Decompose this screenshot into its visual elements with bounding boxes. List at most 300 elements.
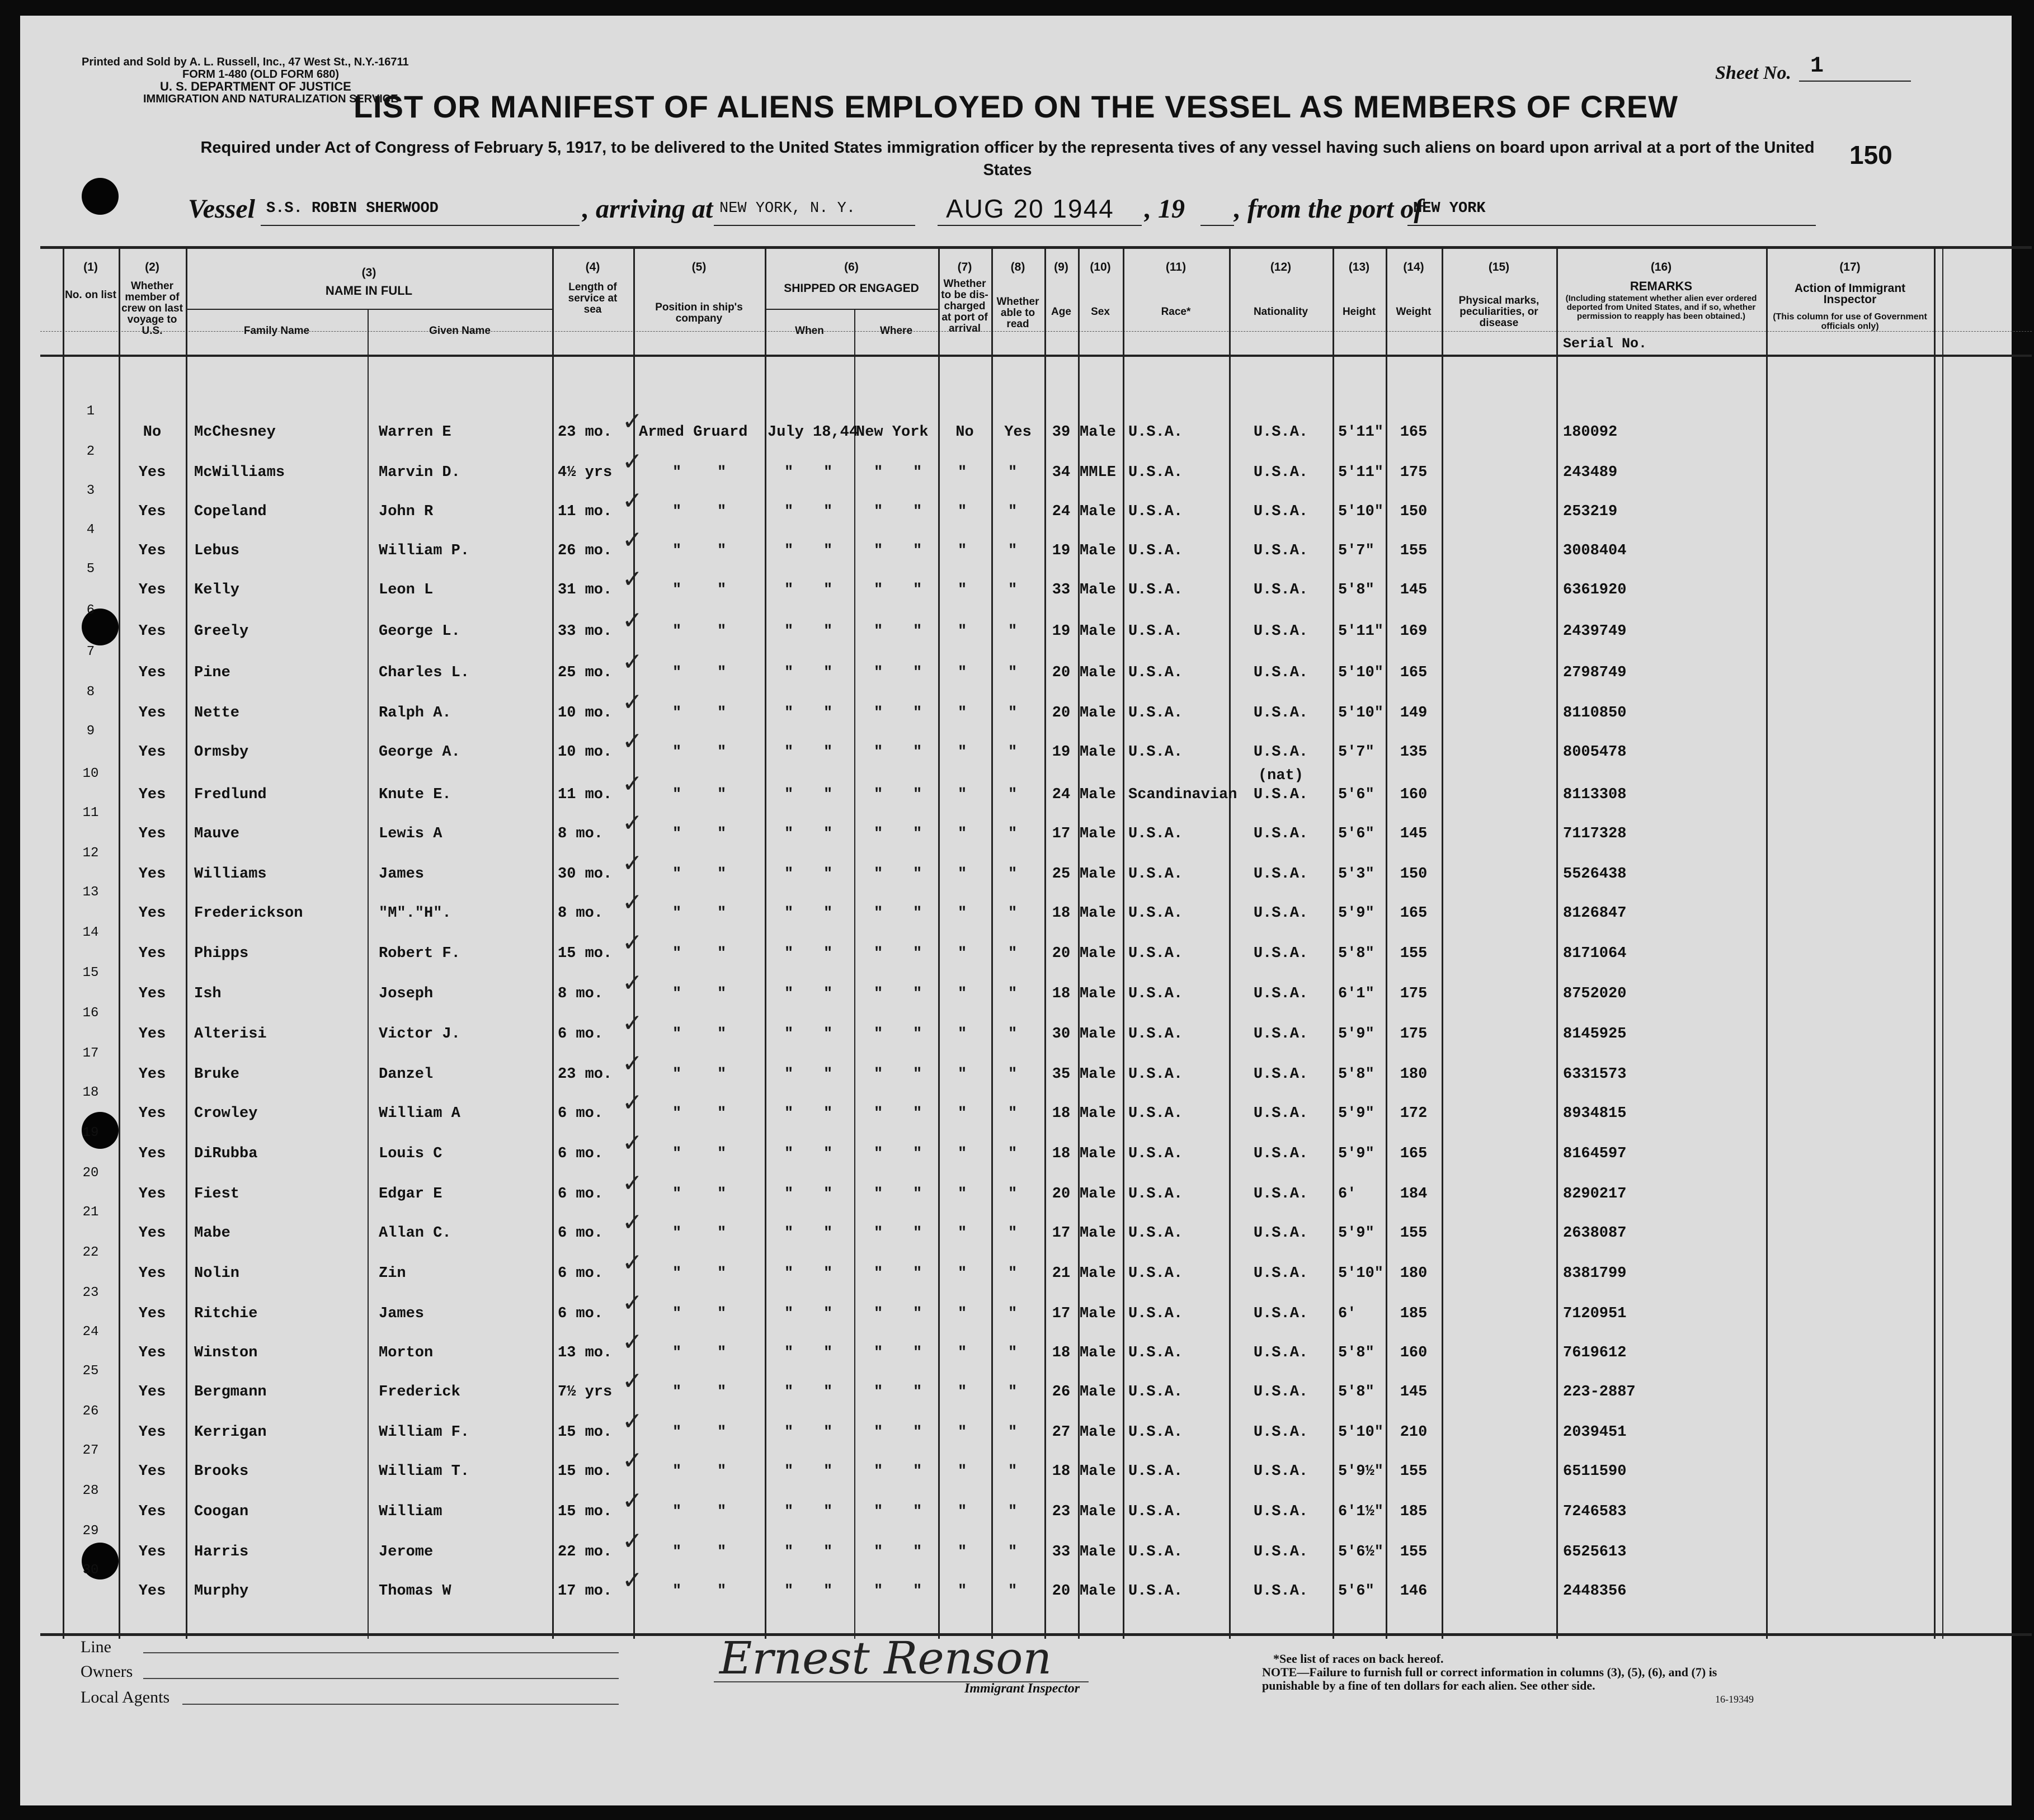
- where-ditto: ": [913, 1384, 922, 1401]
- nationality: U.S.A.: [1253, 1105, 1308, 1122]
- check-mark-icon: ✓: [622, 1289, 643, 1317]
- age: 18: [1052, 905, 1071, 922]
- serial-number: 7246583: [1563, 1503, 1627, 1520]
- column-rule: [938, 246, 940, 1639]
- sex: Male: [1080, 664, 1116, 681]
- crew-last-voyage: Yes: [138, 1424, 166, 1441]
- shipped-when: July 18,44: [768, 424, 859, 441]
- discharged-ditto: ": [958, 1026, 967, 1043]
- check-mark-icon: ✓: [622, 648, 643, 676]
- weight: 185: [1400, 1305, 1428, 1322]
- position-ditto: ": [717, 945, 727, 962]
- read-ditto: ": [1008, 1544, 1018, 1560]
- where-ditto: ": [874, 1345, 883, 1361]
- weight: 184: [1400, 1186, 1428, 1203]
- when-ditto: ": [823, 945, 833, 962]
- where-ditto: ": [913, 905, 922, 922]
- height: 5'8": [1338, 1066, 1374, 1083]
- crew-last-voyage: Yes: [138, 1544, 166, 1560]
- service-length: 13 mo.: [558, 1345, 613, 1361]
- check-mark-icon: ✓: [622, 1049, 643, 1078]
- height: 5'10": [1338, 1265, 1384, 1282]
- family-name: Fredlund: [194, 786, 267, 803]
- position-ditto: ": [672, 786, 682, 803]
- nationality: U.S.A.: [1253, 623, 1308, 640]
- age: 20: [1052, 705, 1071, 722]
- age: 39: [1052, 424, 1071, 441]
- when-ditto: ": [823, 464, 833, 481]
- race: U.S.A.: [1128, 826, 1183, 842]
- name-subheader-line: [186, 309, 552, 310]
- service-length: 6 mo.: [558, 1026, 604, 1043]
- sex: Male: [1080, 945, 1116, 962]
- row-number: 9: [86, 724, 95, 739]
- table-top-border: [40, 246, 2032, 249]
- height: 5'8": [1338, 1345, 1374, 1361]
- read-ditto: ": [1008, 1145, 1018, 1162]
- sex: Male: [1080, 582, 1116, 598]
- where-ditto: ": [913, 1424, 922, 1441]
- age: 19: [1052, 744, 1071, 761]
- given-name: Danzel: [379, 1066, 434, 1083]
- position-ditto: ": [717, 1305, 727, 1322]
- serial-number: 8290217: [1563, 1186, 1627, 1203]
- discharged-ditto: ": [958, 826, 967, 842]
- row-number: 22: [82, 1245, 99, 1260]
- family-name: Kelly: [194, 582, 240, 598]
- service-length: 6 mo.: [558, 1145, 604, 1162]
- given-name: William T.: [379, 1463, 470, 1480]
- when-ditto: ": [823, 623, 833, 640]
- race: U.S.A.: [1128, 1384, 1183, 1401]
- row-number: 24: [82, 1324, 99, 1340]
- discharged-ditto: ": [958, 744, 967, 761]
- age: 18: [1052, 986, 1071, 1002]
- check-mark-icon: ✓: [622, 1328, 643, 1356]
- position-ditto: ": [672, 1225, 682, 1242]
- height: 5'6": [1338, 826, 1374, 842]
- position-ditto: ": [672, 623, 682, 640]
- position-ditto: ": [717, 1145, 727, 1162]
- printer-line: Printed and Sold by A. L. Russell, Inc., 47 West St., N.Y.-16711: [82, 56, 409, 68]
- when-ditto: ": [823, 582, 833, 598]
- where-ditto: ": [913, 1186, 922, 1203]
- position-ditto: ": [717, 705, 727, 722]
- sex: Male: [1080, 1265, 1116, 1282]
- nationality: U.S.A.: [1253, 503, 1308, 520]
- race: U.S.A.: [1128, 1463, 1183, 1480]
- col-header-family: Family Name: [243, 325, 310, 337]
- discharged-ditto: ": [958, 1583, 967, 1600]
- where-ditto: ": [874, 1544, 883, 1560]
- read-ditto: ": [1008, 664, 1018, 681]
- col-number: (10): [1090, 261, 1111, 274]
- row-number: 4: [86, 522, 95, 537]
- where-ditto: ": [874, 664, 883, 681]
- when-ditto: ": [823, 1345, 833, 1361]
- family-name: Alterisi: [194, 1026, 267, 1043]
- weight: 135: [1400, 744, 1428, 761]
- height: 6'1½": [1338, 1503, 1384, 1520]
- family-name: Ritchie: [194, 1305, 258, 1322]
- race: U.S.A.: [1128, 866, 1183, 883]
- where-ditto: ": [913, 744, 922, 761]
- race: U.S.A.: [1128, 1345, 1183, 1361]
- crew-last-voyage: Yes: [138, 826, 166, 842]
- inspector-signature: Ernest Renson: [719, 1632, 1052, 1684]
- service-length: 23 mo.: [558, 424, 613, 441]
- weight: 160: [1400, 1345, 1428, 1361]
- race: U.S.A.: [1128, 1544, 1183, 1560]
- read-ditto: ": [1008, 826, 1018, 842]
- department: U. S. DEPARTMENT OF JUSTICE: [160, 79, 351, 93]
- position-ditto: ": [717, 1583, 727, 1600]
- race: U.S.A.: [1128, 424, 1183, 441]
- column-rule: [765, 246, 766, 1639]
- given-name: James: [379, 866, 425, 883]
- check-mark-icon: ✓: [622, 928, 643, 957]
- service-length: 26 mo.: [558, 543, 613, 559]
- read-ditto: ": [1008, 543, 1018, 559]
- age: 18: [1052, 1345, 1071, 1361]
- row-number: 10: [82, 766, 99, 781]
- when-ditto: ": [784, 945, 794, 962]
- serial-header: Serial No.: [1563, 336, 1647, 352]
- position-ditto: ": [717, 1384, 727, 1401]
- position-ditto: ": [672, 945, 682, 962]
- position-ditto: ": [717, 1345, 727, 1361]
- service-length: 6 mo.: [558, 1225, 604, 1242]
- weight: 155: [1400, 543, 1428, 559]
- age: 25: [1052, 866, 1071, 883]
- vessel-name: S.S. ROBIN SHERWOOD: [266, 200, 439, 217]
- family-name: Pine: [194, 664, 230, 681]
- crew-last-voyage: Yes: [138, 1583, 166, 1600]
- position-ditto: ": [672, 1583, 682, 1600]
- when-ditto: ": [823, 1424, 833, 1441]
- height: 5'11": [1338, 424, 1384, 441]
- position-ditto: ": [717, 786, 727, 803]
- serial-number: 8164597: [1563, 1145, 1627, 1162]
- family-name: Bruke: [194, 1066, 240, 1083]
- sex: Male: [1080, 1026, 1116, 1043]
- age: 21: [1052, 1265, 1071, 1282]
- nationality: U.S.A.: [1253, 705, 1308, 722]
- check-mark-icon: ✓: [622, 447, 643, 476]
- row-number: 19: [82, 1125, 99, 1140]
- position-ditto: ": [717, 1503, 727, 1520]
- serial-number: 2439749: [1563, 623, 1627, 640]
- age: 20: [1052, 664, 1071, 681]
- crew-last-voyage: Yes: [138, 1225, 166, 1242]
- race: U.S.A.: [1128, 582, 1183, 598]
- age: 17: [1052, 826, 1071, 842]
- row-number: 6: [86, 603, 95, 618]
- nationality: U.S.A.: [1253, 582, 1308, 598]
- where-ditto: ": [874, 1186, 883, 1203]
- col-header-race: Race*: [1161, 306, 1191, 318]
- when-ditto: ": [823, 1186, 833, 1203]
- year-underline: [1200, 225, 1234, 226]
- position-ditto: ": [717, 1026, 727, 1043]
- service-length: 25 mo.: [558, 664, 613, 681]
- sex: Male: [1080, 1145, 1116, 1162]
- given-name: Charles L.: [379, 664, 470, 681]
- where-ditto: ": [913, 705, 922, 722]
- position-ditto: ": [672, 582, 682, 598]
- given-name: Marvin D.: [379, 464, 460, 481]
- age: 18: [1052, 1105, 1071, 1122]
- family-name: Fiest: [194, 1186, 240, 1203]
- discharged-ditto: ": [958, 786, 967, 803]
- given-name: Knute E.: [379, 786, 451, 803]
- race: U.S.A.: [1128, 1583, 1183, 1600]
- where-ditto: ": [913, 623, 922, 640]
- crew-last-voyage: Yes: [138, 1026, 166, 1043]
- nationality: U.S.A.: [1253, 1145, 1308, 1162]
- age: 20: [1052, 1186, 1071, 1203]
- position-ditto: ": [672, 826, 682, 842]
- where-ditto: ": [913, 786, 922, 803]
- family-name: Phipps: [194, 945, 249, 962]
- height: 5'6": [1338, 1583, 1374, 1600]
- age: 26: [1052, 1384, 1071, 1401]
- from-port-label: , from the port of: [1234, 194, 1423, 224]
- weight: 155: [1400, 1225, 1428, 1242]
- serial-number: 6331573: [1563, 1066, 1627, 1083]
- weight: 175: [1400, 464, 1428, 481]
- discharged-ditto: ": [958, 866, 967, 883]
- col-header-shipped: SHIPPED OR ENGAGED: [784, 282, 919, 295]
- where-ditto: ": [913, 1544, 922, 1560]
- naturalized-note: (nat): [1258, 767, 1303, 784]
- age: 27: [1052, 1424, 1071, 1441]
- read-ditto: ": [1008, 464, 1018, 481]
- position-ditto: ": [672, 1145, 682, 1162]
- nationality: U.S.A.: [1253, 1026, 1308, 1043]
- nationality: U.S.A.: [1253, 1186, 1308, 1203]
- check-mark-icon: ✓: [622, 565, 643, 593]
- where-ditto: ": [913, 1225, 922, 1242]
- where-ditto: ": [874, 1424, 883, 1441]
- where-ditto: ": [874, 786, 883, 803]
- position-ditto: ": [717, 1225, 727, 1242]
- row-number: 8: [86, 685, 95, 700]
- where-ditto: ": [913, 1583, 922, 1600]
- column-rule: [1123, 246, 1124, 1639]
- discharged-ditto: ": [958, 464, 967, 481]
- shipped-where: New York: [856, 424, 929, 441]
- position-ditto: ": [672, 1105, 682, 1122]
- row-number: 15: [82, 965, 99, 980]
- where-ditto: ": [913, 986, 922, 1002]
- where-ditto: ": [913, 1105, 922, 1122]
- age: 18: [1052, 1145, 1071, 1162]
- serial-number: 7120951: [1563, 1305, 1627, 1322]
- where-ditto: ": [874, 744, 883, 761]
- row-number: 13: [82, 885, 99, 900]
- check-mark-icon: ✓: [622, 1208, 643, 1237]
- vessel-label: Vessel: [188, 194, 255, 224]
- crew-last-voyage: Yes: [138, 464, 166, 481]
- race: Scandinavian: [1128, 786, 1237, 803]
- sex: Male: [1080, 905, 1116, 922]
- given-name: James: [379, 1305, 425, 1322]
- given-name: Allan C.: [379, 1225, 451, 1242]
- height: 5'9": [1338, 905, 1374, 922]
- age: 33: [1052, 582, 1071, 598]
- weight: 165: [1400, 1145, 1428, 1162]
- when-ditto: ": [823, 1305, 833, 1322]
- discharged-ditto: ": [958, 1463, 967, 1480]
- where-ditto: ": [874, 464, 883, 481]
- when-ditto: ": [784, 1186, 794, 1203]
- nationality: U.S.A.: [1253, 464, 1308, 481]
- row-number: 2: [86, 444, 95, 459]
- discharged-ditto: ": [958, 1544, 967, 1560]
- crew-last-voyage: Yes: [138, 1265, 166, 1282]
- weight: 165: [1400, 664, 1428, 681]
- where-ditto: ": [874, 826, 883, 842]
- col-header-weight: Weight: [1396, 306, 1432, 318]
- crew-last-voyage: Yes: [138, 986, 166, 1002]
- sex: Male: [1080, 866, 1116, 883]
- col-number: (16): [1650, 261, 1672, 274]
- check-mark-icon: ✓: [622, 727, 643, 756]
- read-ditto: ": [1008, 623, 1018, 640]
- check-mark-icon: ✓: [622, 1088, 643, 1117]
- col-header-name: NAME IN FULL: [325, 284, 413, 298]
- family-name: Coogan: [194, 1503, 249, 1520]
- when-ditto: ": [784, 1503, 794, 1520]
- race: U.S.A.: [1128, 705, 1183, 722]
- sex: Male: [1080, 1544, 1116, 1560]
- column-rule: [186, 246, 187, 1639]
- height: 5'7": [1338, 543, 1374, 559]
- check-mark-icon: ✓: [622, 1248, 643, 1277]
- given-name: Victor J.: [379, 1026, 460, 1043]
- crew-last-voyage: Yes: [138, 1186, 166, 1203]
- service-length: 17 mo.: [558, 1583, 613, 1600]
- position-ditto: ": [672, 543, 682, 559]
- serial-number: 6361920: [1563, 582, 1627, 598]
- where-ditto: ": [913, 1026, 922, 1043]
- family-name: McWilliams: [194, 464, 285, 481]
- height: 5'11": [1338, 464, 1384, 481]
- row-number: 30: [82, 1563, 99, 1578]
- read-ditto: ": [1008, 1384, 1018, 1401]
- given-name: Warren E: [379, 424, 451, 441]
- sex: Male: [1080, 1384, 1116, 1401]
- sex: Male: [1080, 1066, 1116, 1083]
- age: 24: [1052, 786, 1071, 803]
- read-ditto: ": [1008, 1583, 1018, 1600]
- where-ditto: ": [874, 543, 883, 559]
- nationality: U.S.A.: [1253, 424, 1308, 441]
- race: U.S.A.: [1128, 1105, 1183, 1122]
- height: 5'3": [1338, 866, 1374, 883]
- sex: Male: [1080, 1583, 1116, 1600]
- when-ditto: ": [784, 623, 794, 640]
- position-ditto: ": [672, 1345, 682, 1361]
- given-name: Leon L: [379, 582, 434, 598]
- weight: 149: [1400, 705, 1428, 722]
- given-name: Jerome: [379, 1544, 434, 1560]
- line-label: Line: [81, 1638, 111, 1656]
- crew-last-voyage: Yes: [138, 786, 166, 803]
- serial-number: 253219: [1563, 503, 1618, 520]
- height: 6': [1338, 1305, 1357, 1322]
- sex: Male: [1080, 1503, 1116, 1520]
- age: 17: [1052, 1225, 1071, 1242]
- form-code: 16-19349: [1715, 1694, 1754, 1705]
- nationality: U.S.A.: [1253, 1225, 1308, 1242]
- vessel-underline: [261, 225, 580, 226]
- col-number: (9): [1054, 261, 1068, 274]
- given-name: Joseph: [379, 986, 434, 1002]
- header-bottom-border: [40, 355, 2032, 357]
- given-name: William P.: [379, 543, 470, 559]
- crew-last-voyage: Yes: [138, 582, 166, 598]
- action-note: (This column for use of Government officials only): [1773, 312, 1927, 331]
- height: 5'9": [1338, 1225, 1374, 1242]
- column-rule: [1442, 246, 1443, 1639]
- when-ditto: ": [823, 1544, 833, 1560]
- sheet-number: 1: [1810, 54, 1824, 79]
- given-name: William F.: [379, 1424, 470, 1441]
- col-header-height: Height: [1342, 306, 1376, 318]
- serial-number: 2638087: [1563, 1225, 1627, 1242]
- crew-last-voyage: Yes: [138, 1305, 166, 1322]
- when-ditto: ": [823, 543, 833, 559]
- read-ditto: ": [1008, 866, 1018, 883]
- col-header-when: When: [795, 325, 824, 337]
- page-title: LIST OR MANIFEST OF ALIENS EMPLOYED ON THE VESSEL AS MEMBERS OF CREW: [353, 89, 1679, 124]
- given-name: Zin: [379, 1265, 406, 1282]
- nationality: U.S.A.: [1253, 1384, 1308, 1401]
- check-mark-icon: ✓: [622, 407, 643, 436]
- when-ditto: ": [823, 1265, 833, 1282]
- read-ditto: ": [1008, 1345, 1018, 1361]
- service-length: 33 mo.: [558, 623, 613, 640]
- service-length: 11 mo.: [558, 786, 613, 803]
- crew-last-voyage: No: [143, 424, 162, 441]
- height: 5'9½": [1338, 1463, 1384, 1480]
- discharged-ditto: ": [958, 543, 967, 559]
- check-mark-icon: ✓: [622, 969, 643, 997]
- when-ditto: ": [823, 1463, 833, 1480]
- nationality: U.S.A.: [1253, 1544, 1308, 1560]
- row-number: 28: [82, 1483, 99, 1498]
- serial-number: 2448356: [1563, 1583, 1627, 1600]
- manifest-sheet: [20, 16, 2012, 1805]
- nationality: U.S.A.: [1253, 866, 1308, 883]
- check-mark-icon: ✓: [622, 606, 643, 635]
- crew-last-voyage: Yes: [138, 705, 166, 722]
- height: 5'7": [1338, 744, 1374, 761]
- check-mark-icon: ✓: [622, 526, 643, 554]
- nationality: U.S.A.: [1253, 1305, 1308, 1322]
- col-number: (14): [1403, 261, 1424, 274]
- col-header-no: No. on list: [65, 289, 116, 301]
- position-ditto: ": [672, 1305, 682, 1322]
- age: 23: [1052, 1503, 1071, 1520]
- crew-last-voyage: Yes: [138, 866, 166, 883]
- age: 20: [1052, 945, 1071, 962]
- crew-last-voyage: Yes: [138, 664, 166, 681]
- when-ditto: ": [784, 543, 794, 559]
- col-number: (6): [844, 261, 859, 274]
